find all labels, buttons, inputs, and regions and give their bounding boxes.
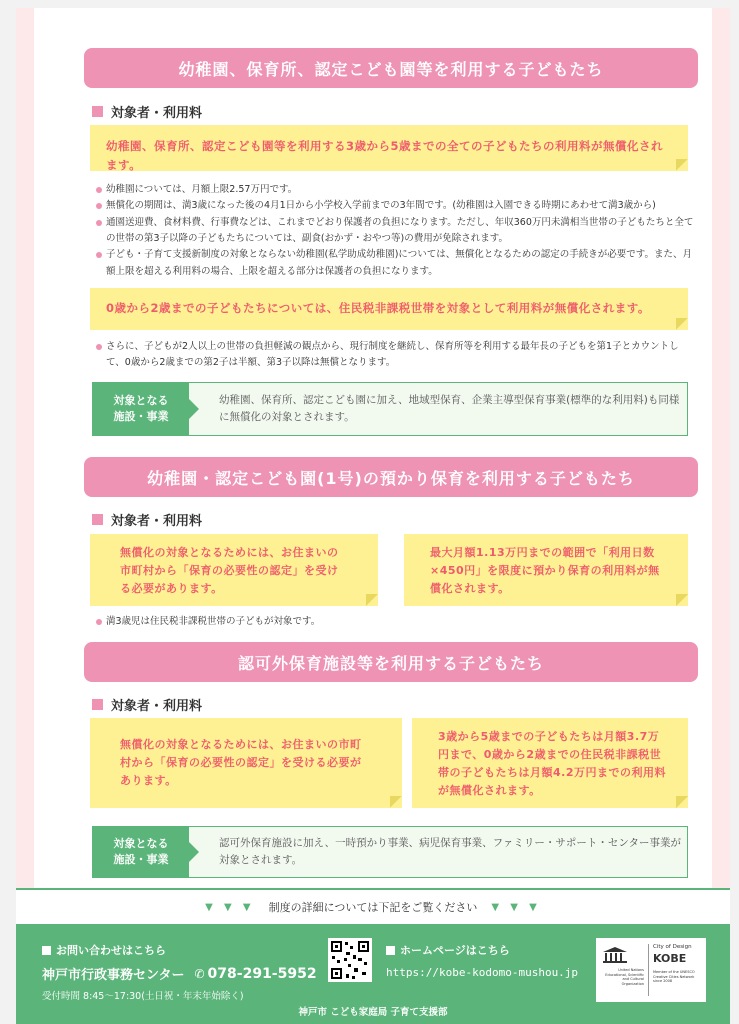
page-fold-icon <box>676 594 688 606</box>
list-item: 子ども・子育て支援新制度の対象とならない幼稚園(私学助成幼稚園)については、無償化となるための認定の手続きが必要です。また、月額上限を超える利用料の場合、上限を超える部分は保護者の負担になります。 <box>96 247 696 280</box>
note-list <box>96 614 696 630</box>
qr-code[interactable] <box>328 938 372 982</box>
square-bullet-icon <box>386 946 395 955</box>
section1-subheading <box>92 102 202 121</box>
section2-subheading <box>92 510 202 529</box>
homepage-heading: ホームページはこちら <box>386 942 510 958</box>
subheading-label: 対象者・利用料 <box>111 106 203 121</box>
city-of-design-logo <box>596 938 706 1002</box>
info-box-left <box>90 534 378 606</box>
highlight-text: 0歳から2歳までの子どもたちについては、住民税非課税世帯を対象として利用料が無償化されます。 <box>106 301 650 315</box>
arrow-down-icon: ▼ ▼ ▼ <box>205 901 255 913</box>
facility-text: 幼稚園、保育所、認定こども園に加え、地域型保育、企業主導型保育事業(標準的な利用料)も同様に無償化の対象とされます。 <box>219 394 680 423</box>
bullet-list-1 <box>96 182 696 280</box>
page-fold-icon <box>366 594 378 606</box>
info-text: 無償化の対象となるためには、お住まいの市町村から「保育の必要性の認定」を受ける必要があります。 <box>120 738 362 788</box>
footer <box>16 924 730 1024</box>
square-bullet-icon <box>42 946 51 955</box>
unesco-text: United Nations Educational, Scientific and Cultural Organization <box>605 968 644 986</box>
hours: 受付時間 8:45〜17:30(土日祝・年末年始除く) <box>42 991 244 1002</box>
info-box-right <box>412 718 688 808</box>
section2-title: 幼稚園・認定こども園(1号)の預かり保育を利用する子どもたち <box>84 457 698 497</box>
section1-title: 幼稚園、保育所、認定こども園等を利用する子どもたち <box>84 48 698 88</box>
contact-heading: お問い合わせはこちら <box>42 942 166 958</box>
arrow-down-icon: ▼ ▼ ▼ <box>491 901 541 913</box>
page-fold-icon <box>676 318 688 330</box>
unesco-icon <box>602 946 628 968</box>
facility-text: 認可外保育施設に加え、一時預かり事業、病児保育事業、ファミリー・サポート・センター事業が対象とされます。 <box>219 837 681 866</box>
homepage-url[interactable]: https://kobe-kodomo-mushou.jp <box>386 966 579 979</box>
facility-box-1 <box>92 382 688 436</box>
page-fold-icon <box>676 159 688 171</box>
highlight-box-1 <box>90 125 688 171</box>
info-text: 無償化の対象となるためには、お住まいの市町村から「保育の必要性の認定」を受ける必要があります。 <box>120 546 339 596</box>
department-name: 神戸市 こども家庭局 子育て支援部 <box>298 1007 448 1018</box>
logo-title: City of Design <box>653 944 692 950</box>
facility-box-2 <box>92 826 688 878</box>
info-box-right <box>404 534 688 606</box>
square-bullet-icon <box>92 106 103 117</box>
page <box>16 8 730 1024</box>
logo-divider <box>648 944 649 996</box>
content-area <box>34 8 712 888</box>
details-text: 制度の詳細については下記をご覧ください <box>268 901 478 914</box>
bullet-list-2 <box>96 339 696 372</box>
info-text: 3歳から5歳までの子どもたちは月額3.7万円まで、0歳から2歳までの住民税非課税世帯の子どもたちは月額4.2万円までの利用料が無償化されます。 <box>438 730 666 798</box>
page-fold-icon <box>390 796 402 808</box>
contact-line <box>42 964 317 983</box>
list-item: 幼稚園については、月額上限2.57万円です。 <box>96 182 696 198</box>
highlight-text: 幼稚園、保育所、認定こども園等を利用する3歳から5歳までの全ての子どもたちの利用料が無償化されます。 <box>106 139 663 172</box>
square-bullet-icon <box>92 514 103 525</box>
list-item: 無償化の期間は、満3歳になった後の4月1日から小学校入学前までの3年間です。(幼稚園は入園できる時期にあわせて満3歳から) <box>96 198 696 214</box>
details-banner <box>16 888 730 924</box>
info-text: 最大月額1.13万円までの範囲で「利用日数×450円」を限度に預かり保育の利用料が無償化されます。 <box>430 546 660 596</box>
phone-icon: ✆ <box>194 966 205 981</box>
info-box-left <box>90 718 402 808</box>
facility-label: 対象となる施設・事業 <box>93 827 189 877</box>
contact-name: 神戸市行政事務センター <box>42 968 185 983</box>
facility-label: 対象となる施設・事業 <box>93 383 189 435</box>
square-bullet-icon <box>92 699 103 710</box>
highlight-box-2 <box>90 288 688 330</box>
list-item: 通園送迎費、食材料費、行事費などは、これまでどおり保護者の負担になります。ただし、年収360万円未満相当世帯の子どもたちと全ての世帯の第3子以降の子どもたちについては、副食(おかず・おやつ等)の費用が免除されます。 <box>96 215 696 248</box>
logo-city: KOBE <box>653 952 687 965</box>
unesco-member-text: Member of the UNESCO Creative Cities Network since 2008 <box>653 970 695 984</box>
section3-subheading <box>92 695 202 714</box>
subheading-label: 対象者・利用料 <box>111 514 203 529</box>
list-item: さらに、子どもが2人以上の世帯の負担軽減の観点から、現行制度を継続し、保育所等を利用する最年長の子どもを第1子とカウントして、0歳から2歳までの第2子は半額、第3子以降は無償となります。 <box>96 339 696 372</box>
section3-title: 認可外保育施設等を利用する子どもたち <box>84 642 698 682</box>
subheading-label: 対象者・利用料 <box>111 699 203 714</box>
list-item: 満3歳児は住民税非課税世帯の子どもが対象です。 <box>96 614 696 630</box>
phone-number[interactable]: 078-291-5952 <box>207 965 317 982</box>
page-fold-icon <box>676 796 688 808</box>
